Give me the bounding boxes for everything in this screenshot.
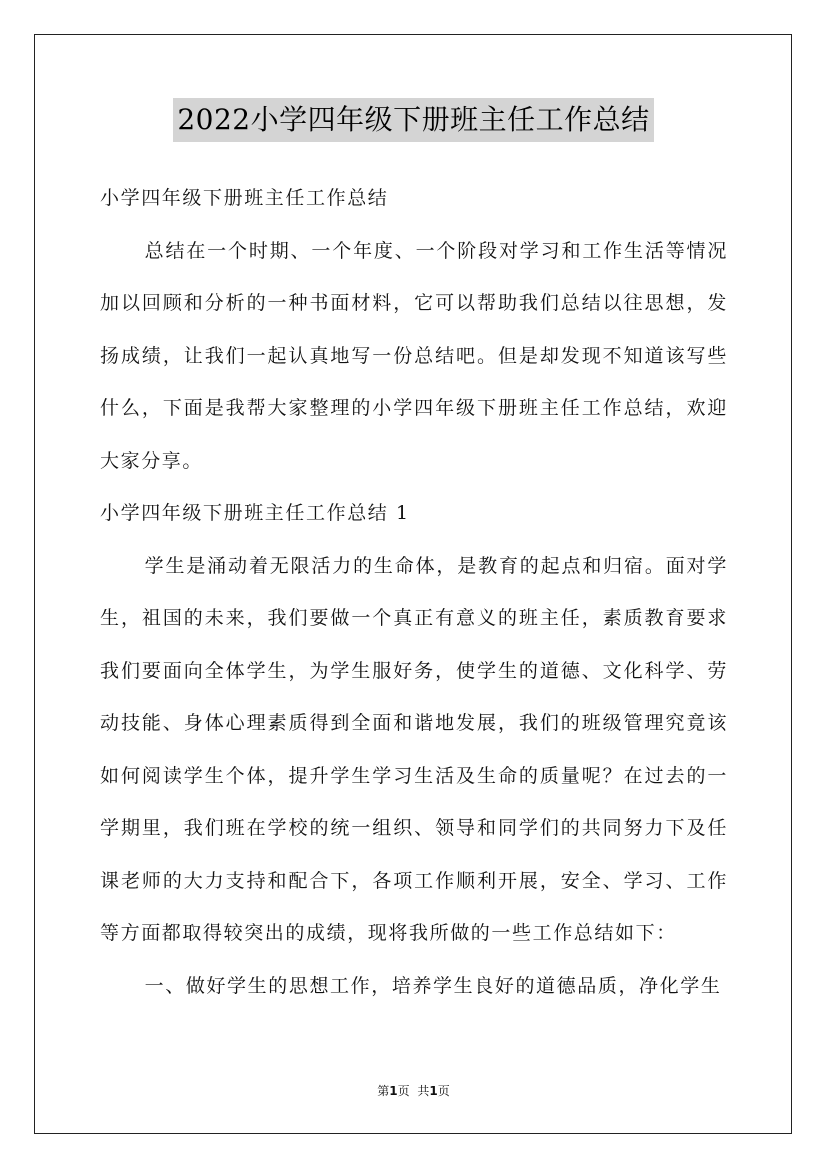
section-heading-paragraph: 小学四年级下册班主任工作总结 1 — [100, 502, 410, 524]
title-container — [0, 98, 827, 142]
page-prefix: 第 — [377, 1084, 390, 1098]
page-footer — [0, 1082, 827, 1099]
total-pages: 1 — [429, 1084, 438, 1098]
intro-paragraph: 总结在一个时期、一个年度、一个阶段对学习和工作生活等情况加以回顾和分析的一种书面材料，它可以帮助我们总结以往思想，发扬成绩，让我们一起认真地写一份总结吧。但是却发现不知道该写些什么，下面是我帮大家整理的小学四年级下册班主任工作总结，欢迎大家分享。 — [100, 239, 728, 472]
total-prefix: 共 — [417, 1084, 430, 1098]
document-body — [100, 172, 728, 1012]
total-suffix: 页 — [437, 1084, 450, 1098]
page-suffix: 页 — [397, 1084, 410, 1098]
document-title: 2022小学四年级下册班主任工作总结 — [173, 98, 653, 142]
subtitle-paragraph: 小学四年级下册班主任工作总结 — [100, 187, 389, 209]
body-paragraph: 学生是涌动着无限活力的生命体，是教育的起点和归宿。面对学生，祖国的未来，我们要做一个真正有意义的班主任，素质教育要求我们要面向全体学生，为学生服好务，使学生的道德、文化科学、劳动技能、身体心理素质得到全面和谐地发展，我们的班级管理究竟该如何阅读学生个体，提升学生学习生活及生命的质量呢？在过去的一学期里，我们班在学校的统一组织、领导和同学们的共同努力下及任课老师的大力支持和配合下，各项工作顺利开展，安全、学习、工作等方面都取得较突出的成绩，现将我所做的一些工作总结如下： — [100, 554, 728, 944]
page-number: 1 — [389, 1084, 398, 1098]
point-one-paragraph: 一、做好学生的思想工作，培养学生良好的道德品质，净化学生 — [144, 974, 722, 997]
